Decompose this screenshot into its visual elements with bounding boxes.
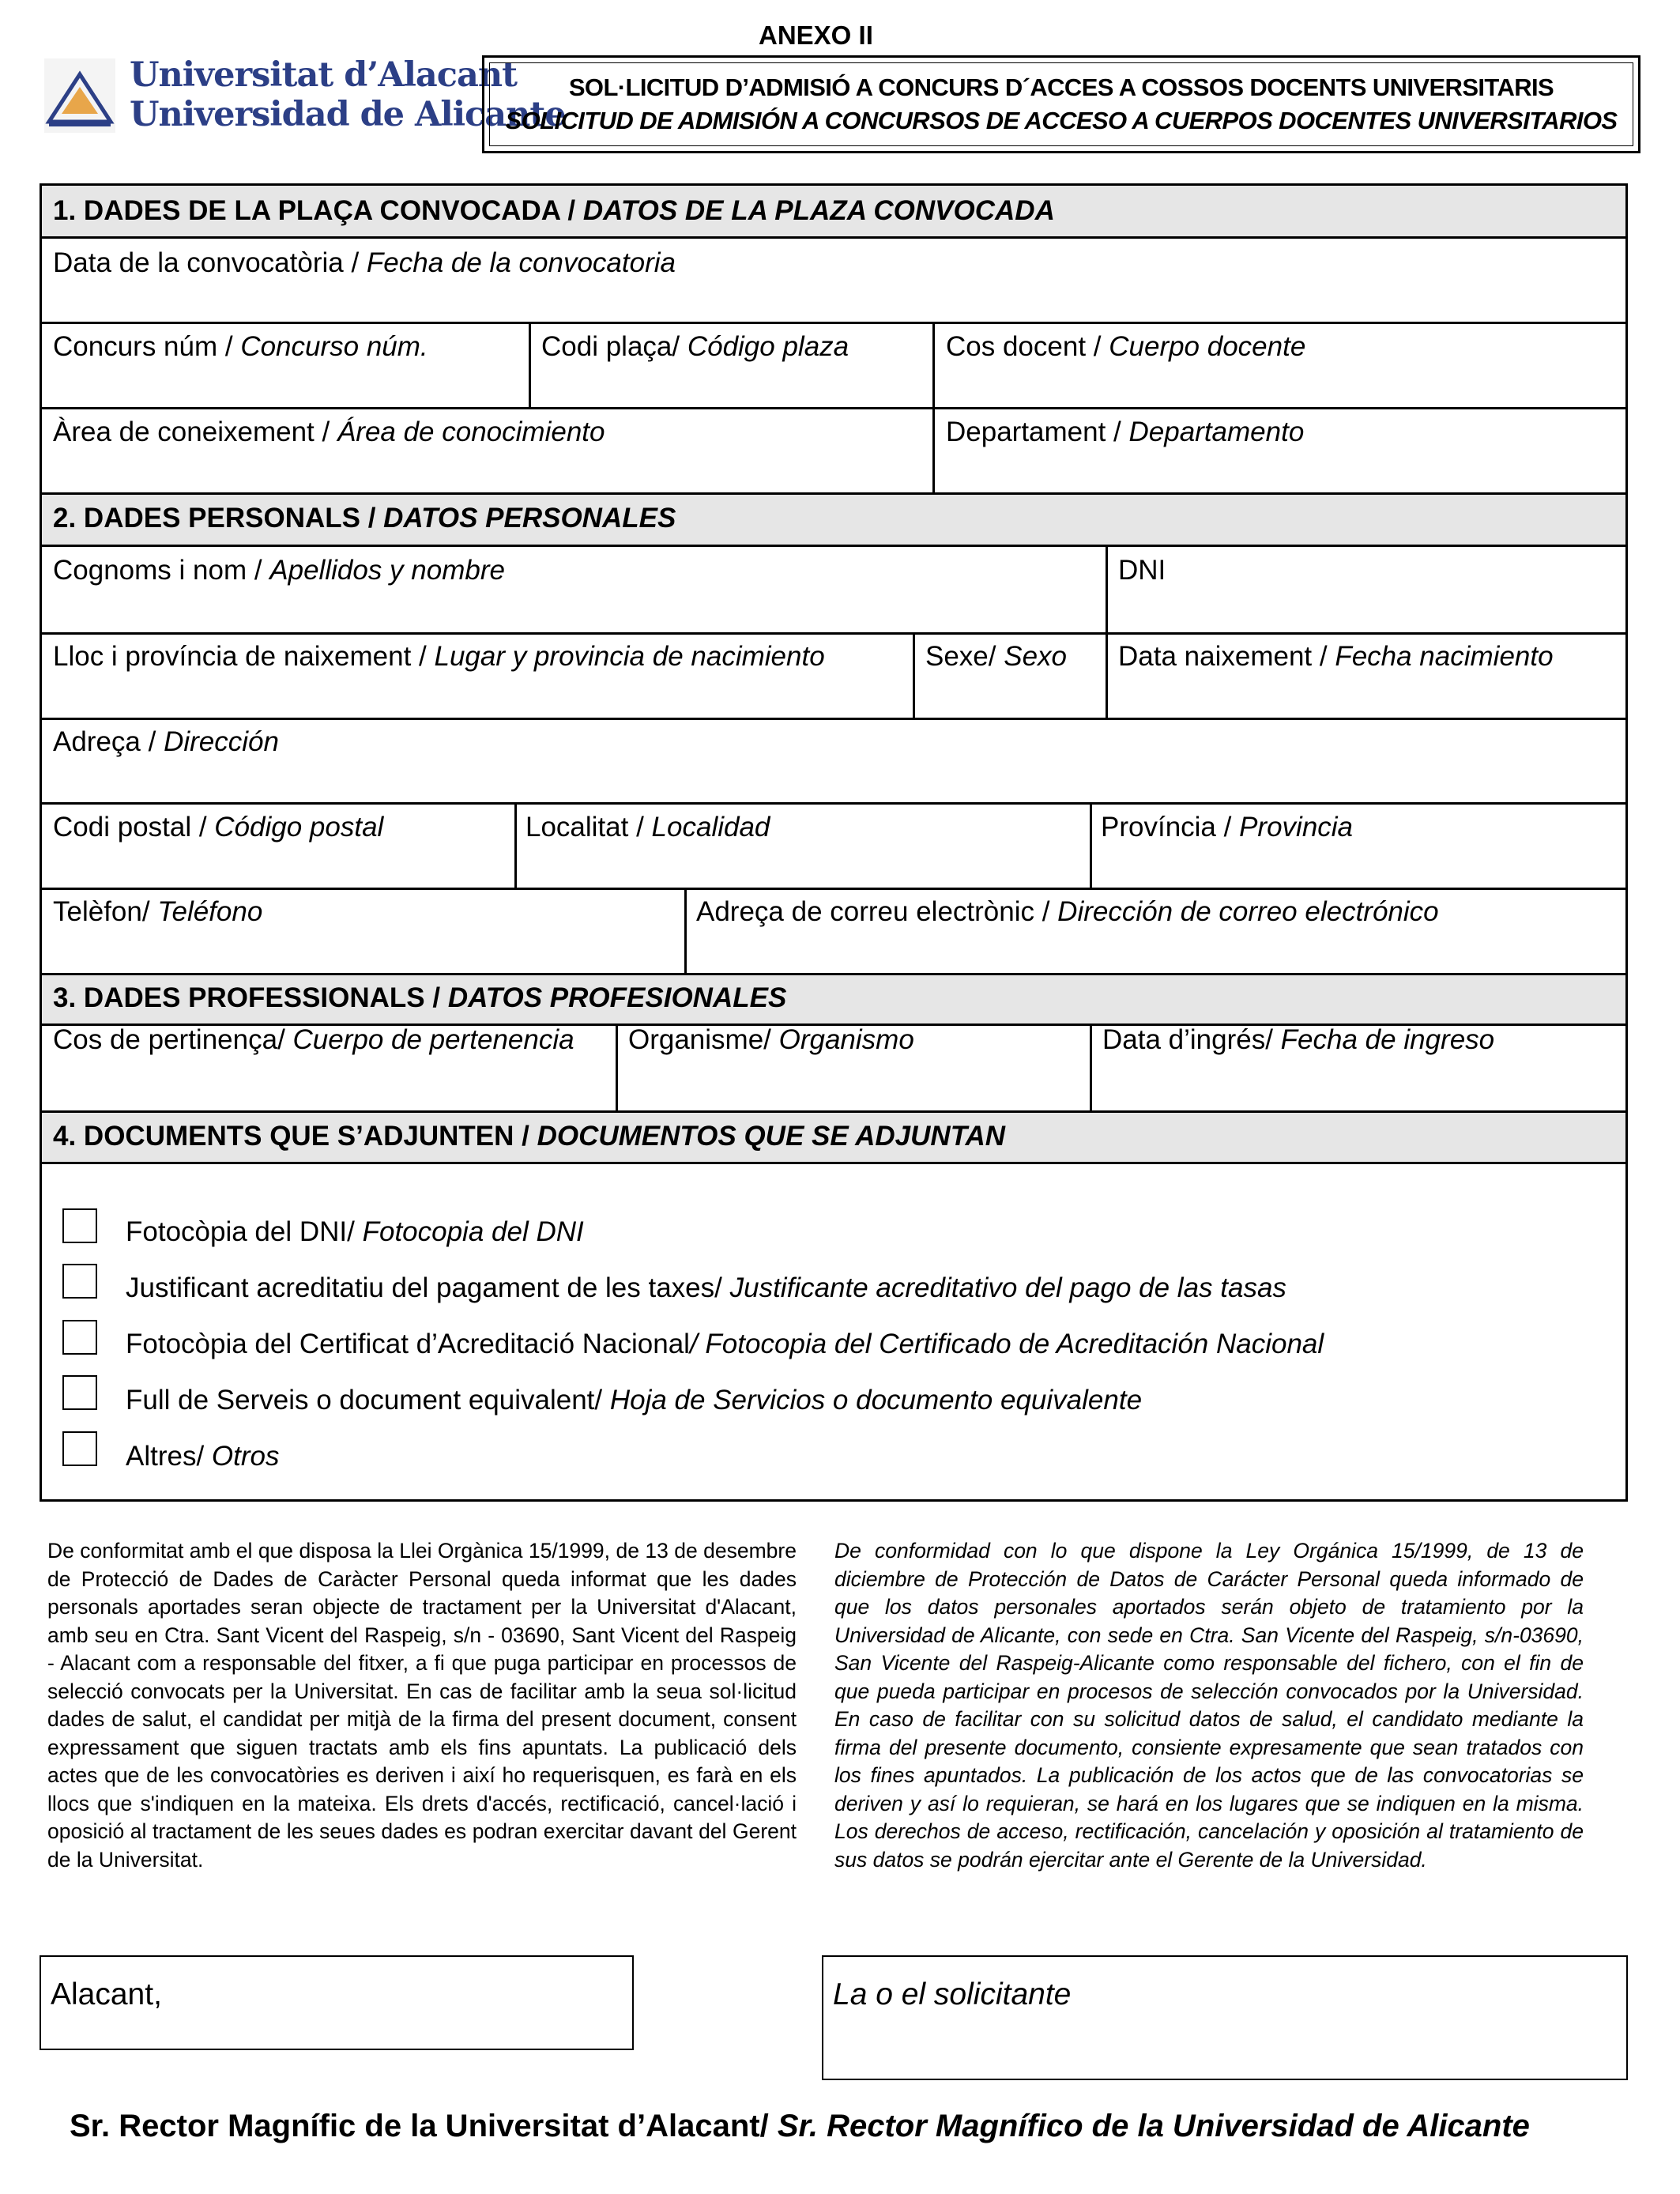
checkbox-accreditation-certificate[interactable] [62, 1320, 97, 1355]
doc-label-other: Altres/ Otros [126, 1441, 280, 1472]
section-header-personal-data: 2. DADES PERSONALS / DATOS PERSONALES [42, 495, 1625, 547]
doc-label-service-record: Full de Serveis o document equivalent/ Hoja de Servicios o documento equivalente [126, 1385, 1143, 1416]
doc-label-dni-copy: Fotocòpia del DNI/ Fotocopia del DNI [126, 1216, 584, 1247]
field-department[interactable]: Departament / Departamento [946, 417, 1305, 447]
application-form [40, 183, 1628, 1502]
form-title-valencian: SOL·LICITUD D’ADMISIÓ A CONCURS D´ACCES A COSSOS DOCENTS UNIVERSITARIS [568, 74, 1554, 101]
checkbox-dni-copy[interactable] [62, 1208, 97, 1243]
field-knowledge-area[interactable]: Àrea de coneixement / Área de conocimiento [53, 417, 605, 447]
section-header-professional-data: 3. DADES PROFESSIONALS / DATOS PROFESIONALES [42, 975, 1625, 1026]
annex-label: ANEXO II [759, 21, 873, 50]
doc-label-fee-receipt: Justificant acreditatiu del pagament de les taxes/ Justificante acreditativo del pago de las tasas [126, 1272, 1286, 1303]
form-title-spanish: SOLICITUD DE ADMISIÓN A CONCURSOS DE ACCESO A CUERPOS DOCENTES UNIVERSITARIOS [505, 107, 1618, 134]
checkbox-service-record[interactable] [62, 1375, 97, 1410]
section-header-position-data: 1. DADES DE LA PLAÇA CONVOCADA / DATOS DE LA PLAZA CONVOCADA [42, 186, 1625, 239]
field-teaching-body[interactable]: Cos docent / Cuerpo docente [946, 331, 1306, 362]
place-label: Alacant, [51, 1977, 162, 2011]
field-address[interactable]: Adreça / Dirección [53, 726, 279, 757]
field-locality[interactable]: Localitat / Localidad [525, 812, 770, 843]
field-email[interactable]: Adreça de correu electrònic / Dirección de correo electrónico [696, 896, 1439, 927]
applicant-signature-field[interactable] [822, 1955, 1628, 2080]
data-protection-notice-spanish: De conformidad con lo que dispone la Ley Orgánica 15/1999, de 13 de diciembre de Protección de Datos de Carácter Personal queda informado de que los datos personales aportados serán objeto de tratamiento por la Universidad de Alicante, con sede en Ctra. San Vicente del Raspeig, s/n-03690, San Vicente del Raspeig-Alicante como responsable del fichero, con el fin de que pueda participar en procesos de selección convocados por la Universidad. En caso de facilitar con su solicitud datos de salud, el candidato mediante la firma del presente documento, consiente expresamente que sean tratados con los fines apuntados. La publicación de los actos que de las convocatorias se deriven y así lo requieran, se hará en los lugares que se indiquen en la misma. Los derechos de acceso, rectificación, cancelación y oposición al tratamiento de sus datos se podrán ejercitar ante el Gerente de la Universidad. [834, 1539, 1584, 1872]
logo-text-valencian: Universitat d’Alacant [130, 55, 517, 95]
field-position-code[interactable]: Codi plaça/ Código plaza [541, 331, 849, 362]
field-contest-number[interactable]: Concurs núm / Concurso núm. [53, 331, 428, 362]
field-organism[interactable]: Organisme/ Organismo [628, 1024, 914, 1055]
field-birthplace[interactable]: Lloc i província de naixement / Lugar y provincia de nacimiento [53, 641, 825, 672]
field-phone[interactable]: Telèfon/ Teléfono [53, 896, 263, 927]
checkbox-fee-receipt[interactable] [62, 1264, 97, 1299]
field-call-date[interactable]: Data de la convocatòria / Fecha de la convocatoria [53, 247, 676, 278]
field-province[interactable]: Província / Provincia [1101, 812, 1354, 843]
checkbox-other[interactable] [62, 1431, 97, 1466]
field-postal-code[interactable]: Codi postal / Código postal [53, 812, 384, 843]
applicant-label: La o el solicitante [833, 1977, 1072, 2011]
logo-text-spanish: Universidad de Alicante [130, 95, 566, 134]
university-emblem-icon [44, 58, 115, 133]
field-sex[interactable]: Sexe/ Sexo [925, 641, 1068, 672]
addressee-line: Sr. Rector Magnífic de la Universitat d’Alacant/ Sr. Rector Magnífico de la Universidad de Alicante [70, 2109, 1530, 2143]
doc-label-accreditation-certificate: Fotocòpia del Certificat d’Acreditació Nacional/ Fotocopia del Certificado de Acreditación Nacional [126, 1329, 1324, 1359]
field-dni[interactable]: DNI [1118, 555, 1166, 586]
field-entry-date[interactable]: Data d’ingrés/ Fecha de ingreso [1102, 1024, 1495, 1055]
field-birthdate[interactable]: Data naixement / Fecha nacimiento [1118, 641, 1554, 672]
section-header-attached-documents: 4. DOCUMENTS QUE S’ADJUNTEN / DOCUMENTOS QUE SE ADJUNTAN [42, 1113, 1625, 1164]
field-full-name[interactable]: Cognoms i nom / Apellidos y nombre [53, 555, 505, 586]
university-logo [44, 55, 566, 138]
form-title-box [482, 55, 1640, 153]
place-date-field[interactable] [40, 1955, 634, 2050]
data-protection-notice-valencian: De conformitat amb el que disposa la Llei Orgànica 15/1999, de 13 de desembre de Protecció de Dades de Caràcter Personal queda informat que les dades personals aportades seran objecte de tractament per la Universitat d'Alacant, amb seu en Ctra. Sant Vicent del Raspeig, s/n - 03690, Sant Vicent del Raspeig - Alacant com a responsable del fitxer, a fi que puga participar en processos de selecció convocats per la Universitat. En cas de facilitar amb la seua sol·licitud dades de salut, el candidat per mitjà de la firma del present document, consent expressament que siguen tractats amb els fins apuntats. La publicació dels actes que de les convocatòries es deriven i així ho requerisquen, es farà en els llocs que s'indiquen en la mateixa. Els drets d'accés, rectificació, cancel·lació i oposició al tractament de les seues dades es podran exercitar davant del Gerent de la Universitat. [47, 1539, 797, 1872]
field-body-membership[interactable]: Cos de pertinença/ Cuerpo de pertenencia [53, 1024, 574, 1055]
